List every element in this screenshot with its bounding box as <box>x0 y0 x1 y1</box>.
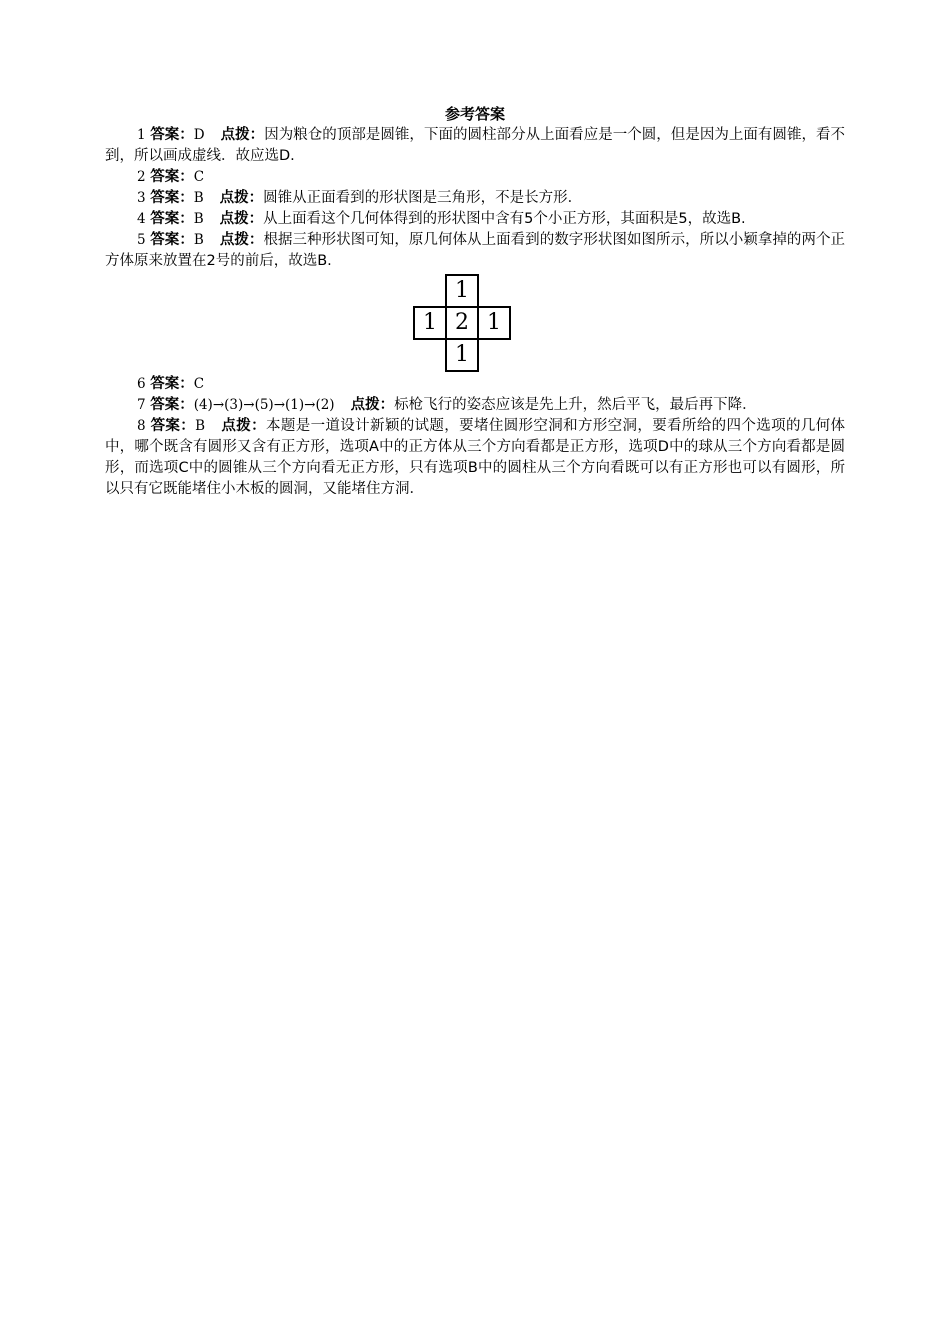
answer-label: 答案： <box>150 190 194 206</box>
answer-value: D <box>193 127 205 143</box>
answer-label: 答案： <box>150 232 194 248</box>
item-number: 5 <box>137 232 146 248</box>
hint-text: 根据三种形状图可知，原几何体从上面看到的数字形状图如图所示，所以小颖拿掉的两个正方体原来放置在2号的前后，故选B. <box>105 232 846 269</box>
hint-label: 点拨： <box>220 127 265 143</box>
answer-label: 答案： <box>150 376 194 392</box>
figure-cell-left: 1 <box>413 306 447 340</box>
hint-label: 点拨： <box>350 397 395 413</box>
answer-value: C <box>193 376 205 392</box>
item-number: 8 <box>137 418 146 434</box>
page-title: 参考答案 <box>444 105 505 123</box>
item-number: 3 <box>137 190 146 206</box>
item-number: 7 <box>137 397 146 413</box>
answer-label: 答案： <box>150 418 196 434</box>
answer-value: B <box>193 190 204 206</box>
figure-cell-top: 1 <box>445 274 479 308</box>
hint-label: 点拨： <box>219 232 264 248</box>
answer-label: 答案： <box>150 211 194 227</box>
hint-text: 本题是一道设计新颖的试题，要堵住圆形空洞和方形空洞，要看所给的四个选项的几何体中，哪个既含有圆形又含有正方形，选项A中的正方体从三个方向看都是正方形，选项D中的球从三个方向看都是圆形，而选项C中的圆锥从三个方向看无正方形，只有选项B中的圆柱从三个方向看既可以有正方形也可以有圆形，所以只有它既能堵住小木板的圆洞，又能堵住方洞． <box>105 418 846 497</box>
answer-item-7 <box>105 395 845 416</box>
hint-text: 圆锥从正面看到的形状图是三角形，不是长方形． <box>263 190 583 206</box>
figure-cell-bottom: 1 <box>445 338 479 372</box>
answer-label: 答案： <box>150 169 194 185</box>
answer-item-1 <box>105 125 845 167</box>
answer-page <box>105 104 845 500</box>
answer-item-5 <box>105 230 845 272</box>
answer-value: (4)→(3)→(5)→(1)→(2) <box>193 397 335 413</box>
item-number: 4 <box>137 211 146 227</box>
item-number: 6 <box>137 376 146 392</box>
answer-item-4 <box>105 209 845 230</box>
item-number: 2 <box>137 169 146 185</box>
hint-text: 从上面看这个几何体得到的形状图中含有5个小正方形，其面积是5，故选B. <box>263 211 746 227</box>
answer-value: B <box>193 232 204 248</box>
hint-label: 点拨： <box>219 190 264 206</box>
top-view-number-figure <box>413 274 509 370</box>
answer-value: B <box>195 418 206 434</box>
answer-value: B <box>193 211 204 227</box>
hint-text: 因为粮仓的顶部是圆锥，下面的圆柱部分从上面看应是一个圆，但是因为上面有圆锥，看不到，所以画成虚线．故应选D. <box>105 127 846 164</box>
answer-item-6 <box>105 374 845 395</box>
answer-label: 答案： <box>150 397 194 413</box>
figure-cell-right: 1 <box>477 306 511 340</box>
answer-item-8 <box>105 416 845 500</box>
hint-text: 标枪飞行的姿态应该是先上升，然后平飞，最后再下降． <box>394 397 757 413</box>
answer-value: C <box>193 169 205 185</box>
figure-cell-center: 2 <box>445 306 479 340</box>
answer-item-2 <box>105 167 845 188</box>
answer-item-3 <box>105 188 845 209</box>
hint-label: 点拨： <box>219 211 264 227</box>
item-number: 1 <box>137 127 146 143</box>
hint-label: 点拨： <box>221 418 266 434</box>
answer-label: 答案： <box>150 127 194 143</box>
